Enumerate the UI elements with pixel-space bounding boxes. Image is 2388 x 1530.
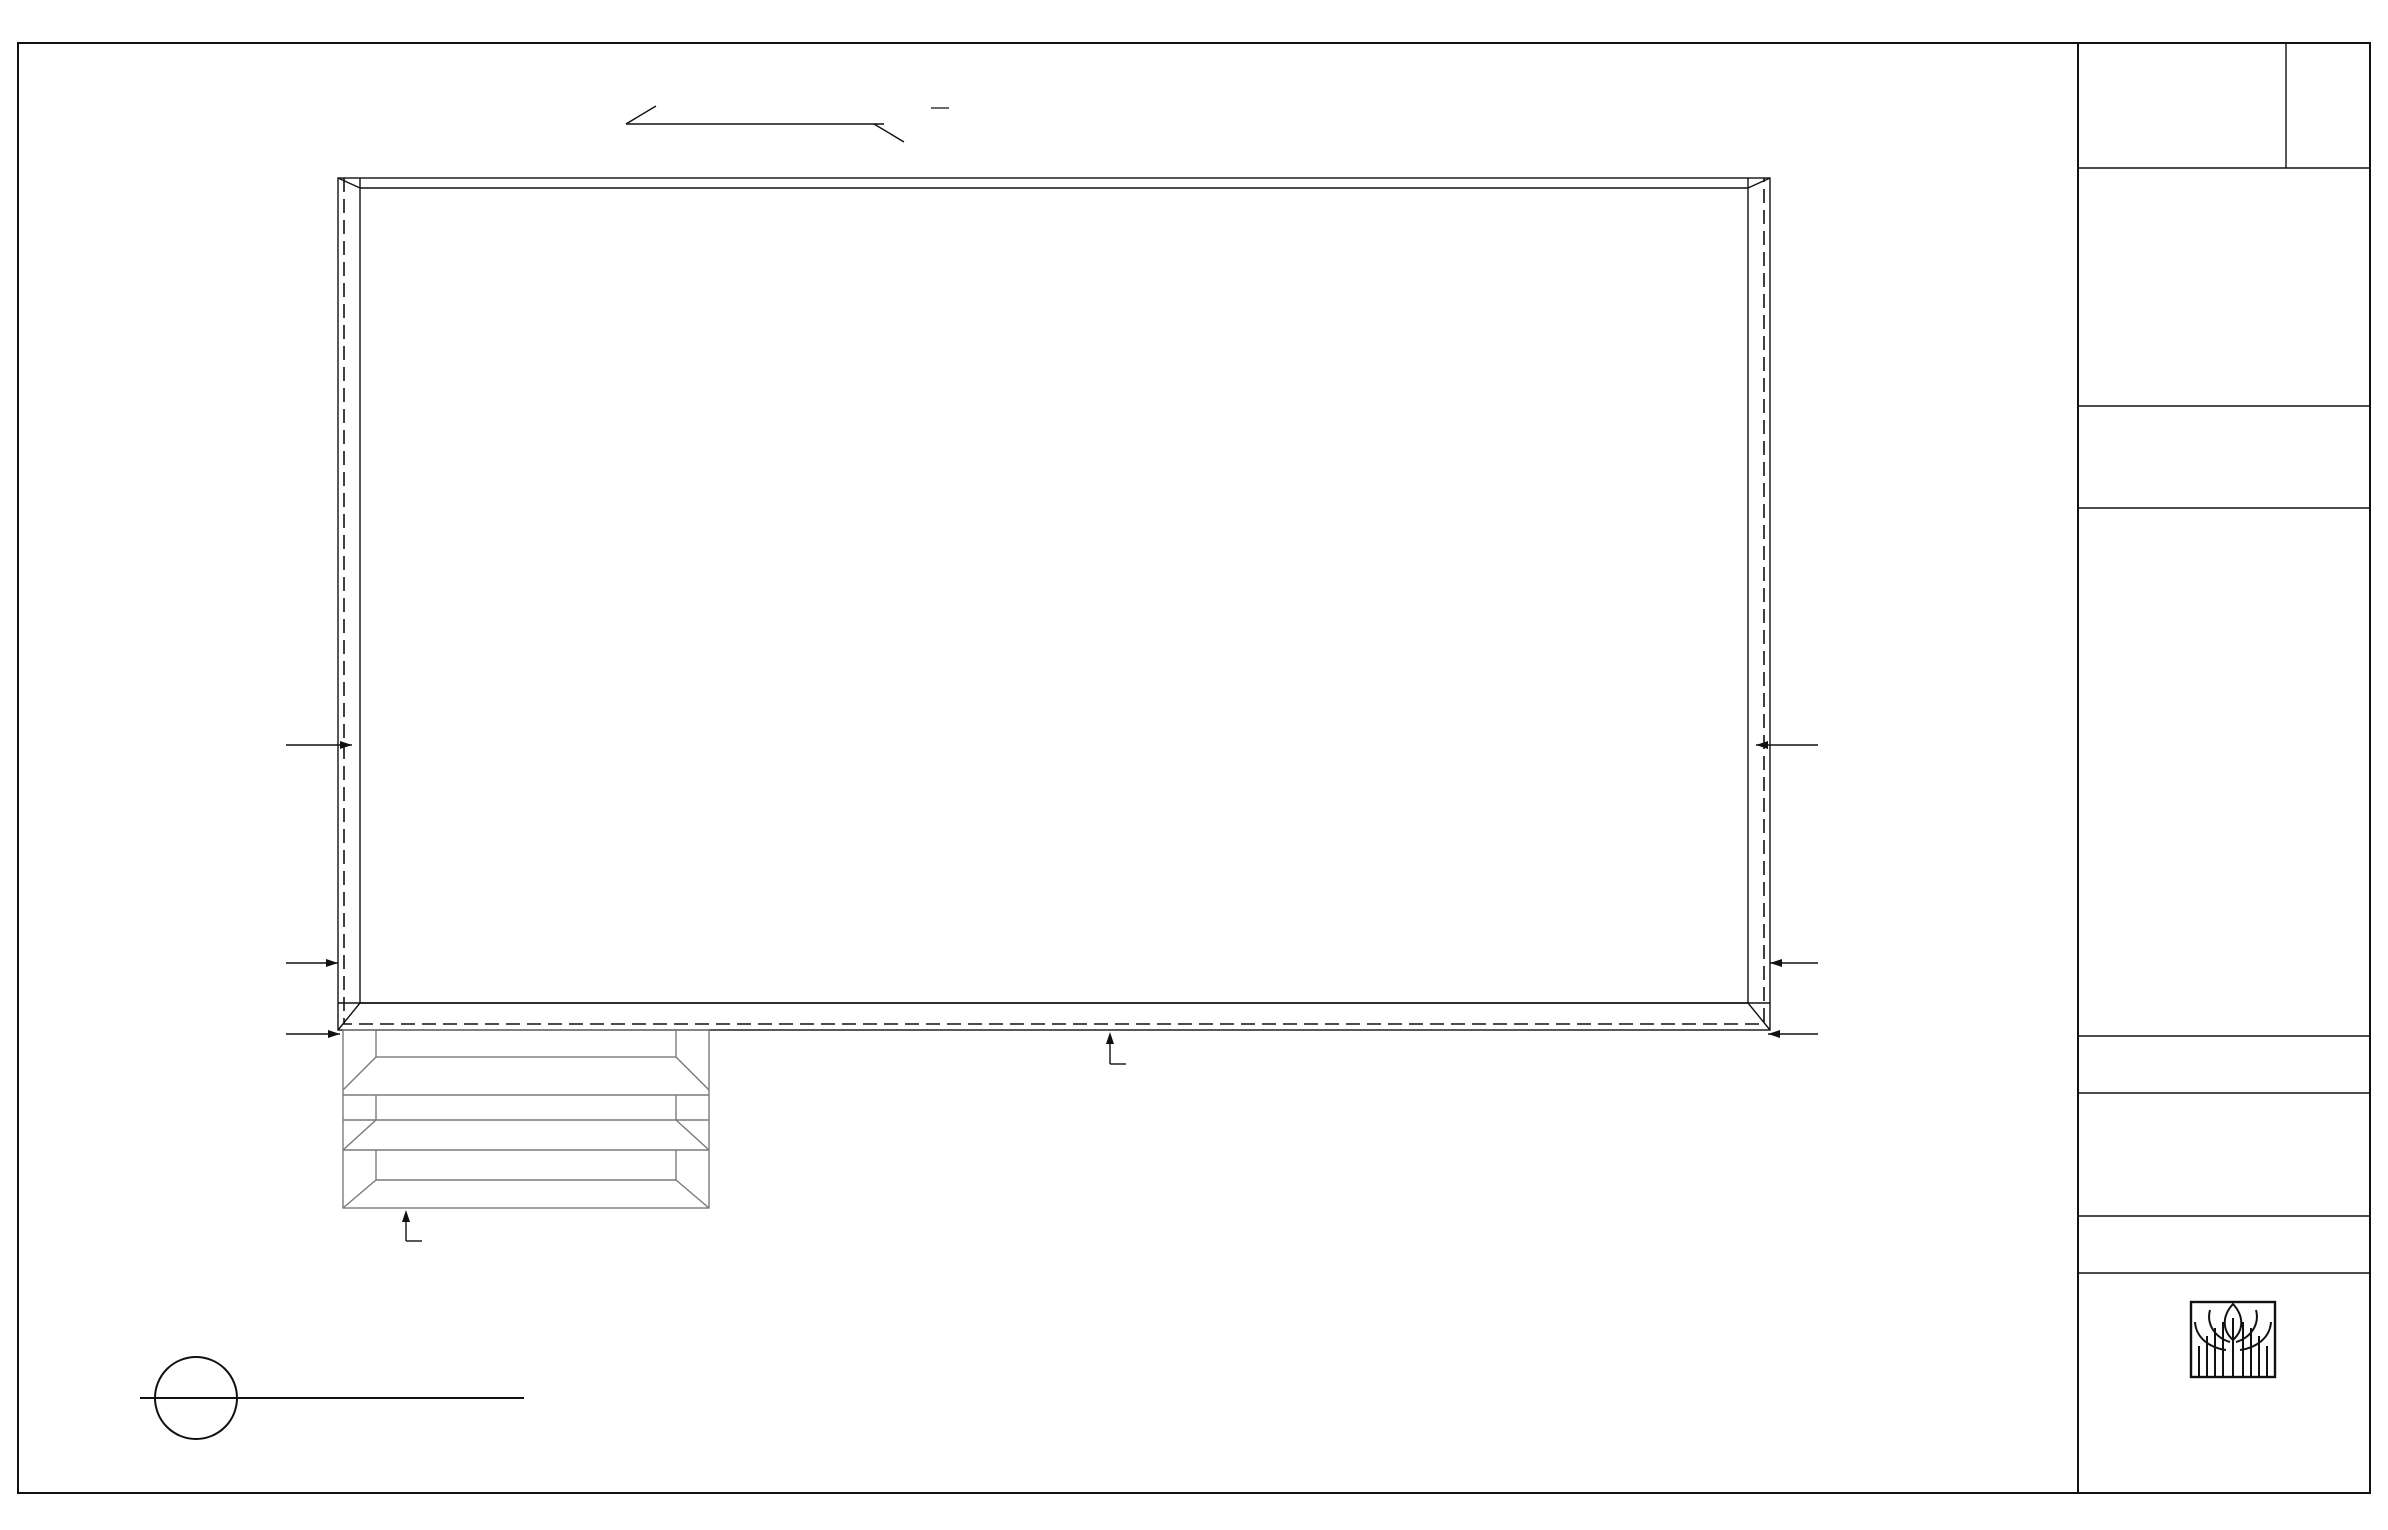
drawing-callout <box>140 1357 524 1439</box>
deck-outer-frame <box>338 178 1770 1030</box>
overhang-dashed-line <box>344 178 1764 1024</box>
bottom-picture-frame-arrow-icon <box>1106 1032 1114 1044</box>
right-guard-post-arrow-icon <box>1756 741 1768 749</box>
title-block <box>2078 43 2370 1493</box>
sheet-border <box>18 43 2370 1493</box>
decking-direction-note <box>0 0 949 142</box>
stair-picture-frame-arrow-icon <box>402 1210 410 1222</box>
right-mitred-corner-arrow-icon <box>1768 1030 1780 1038</box>
left-picture-frame-arrow-icon <box>326 959 338 967</box>
right-picture-frame-arrow-icon <box>1770 959 1782 967</box>
left-guard-post-arrow-icon <box>340 741 352 749</box>
magnolia-logo-icon <box>2191 1302 2275 1377</box>
left-mitred-corner-arrow-icon <box>328 1030 340 1038</box>
stairs <box>343 1030 709 1208</box>
deck-plan <box>338 178 1770 1208</box>
